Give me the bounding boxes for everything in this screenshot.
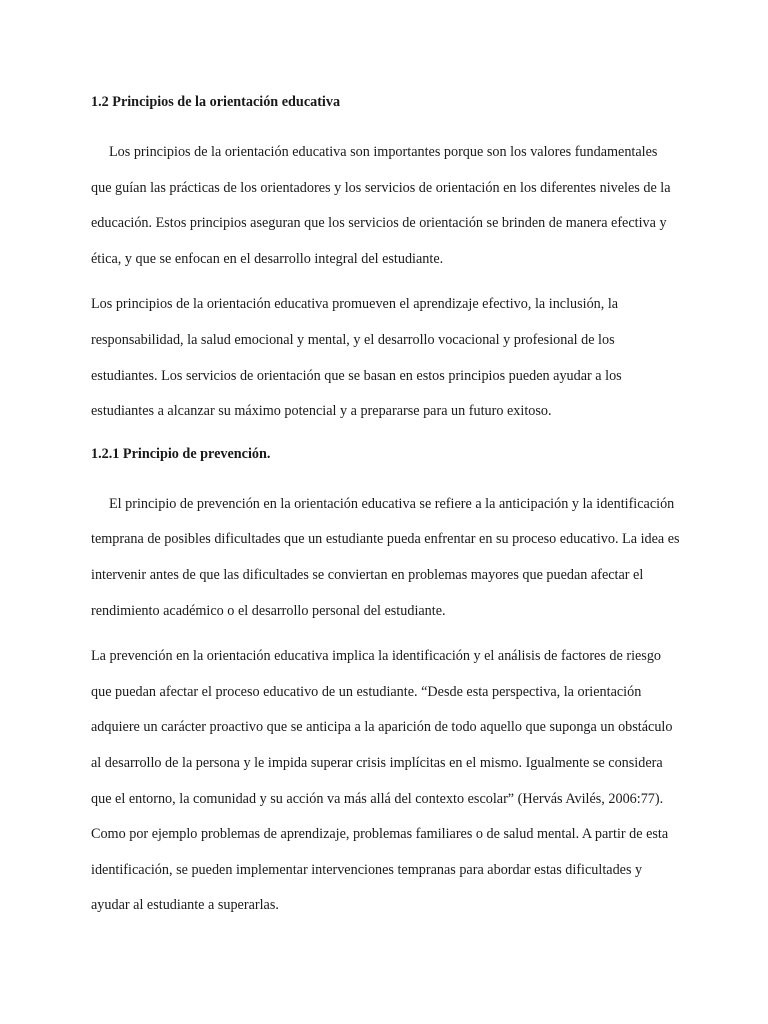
paragraph: El principio de prevención en la orientación educativa se refiere a la anticipación y la identificación temprana de posibles dificultades que un estudiante pueda enfrentar en su proceso educativo. La idea es intervenir antes de que las dificultades se conviertan en problemas mayores que puedan afectar el rendimiento académico o el desarrollo personal del estudiante. [91, 495, 680, 619]
paragraph: La prevención en la orientación educativa implica la identificación y el análisis de factores de riesgo que puedan afectar el proceso educativo de un estudiante. “Desde esta perspectiva, la orientación adquiere un carácter proactivo que se anticipa a la aparición de todo aquello que suponga un obstáculo al desarrollo de la persona y le impida superar crisis implícitas en el mismo. Igualmente se considera que el entorno, la comunidad y su acción va más allá del contexto escolar” (Hervás Avilés, 2006:77). Como por ejemplo problemas de aprendizaje, problemas familiares o de salud mental. A partir de esta identificación, se pueden implementar intervenciones tempranas para abordar estas dificultades y ayudar al estudiante a superarlas. [91, 648, 673, 914]
section-heading: 1.2 Principios de la orientación educativa [91, 94, 341, 110]
subsection-heading: 1.2.1 Principio de prevención. [91, 445, 271, 462]
paragraph: Los principios de la orientación educativa son importantes porque son los valores fundamentales que guían las prácticas de los orientadores y los servicios de orientación en los diferentes niveles de la educación. Estos principios aseguran que los servicios de orientación se brinden de manera efectiva y ética, y que se enfocan en el desarrollo integral del estudiante. [91, 144, 671, 267]
document-body [91, 90, 681, 924]
paragraph: Los principios de la orientación educativa promueven el aprendizaje efectivo, la inclusión, la responsabilidad, la salud emocional y mental, y el desarrollo vocacional y profesional de los estudiantes. Los servicios de orientación que se basan en estos principios pueden ayudar a los estudiantes a alcanzar su máximo potencial y a prepararse para un futuro exitoso. [91, 296, 622, 420]
